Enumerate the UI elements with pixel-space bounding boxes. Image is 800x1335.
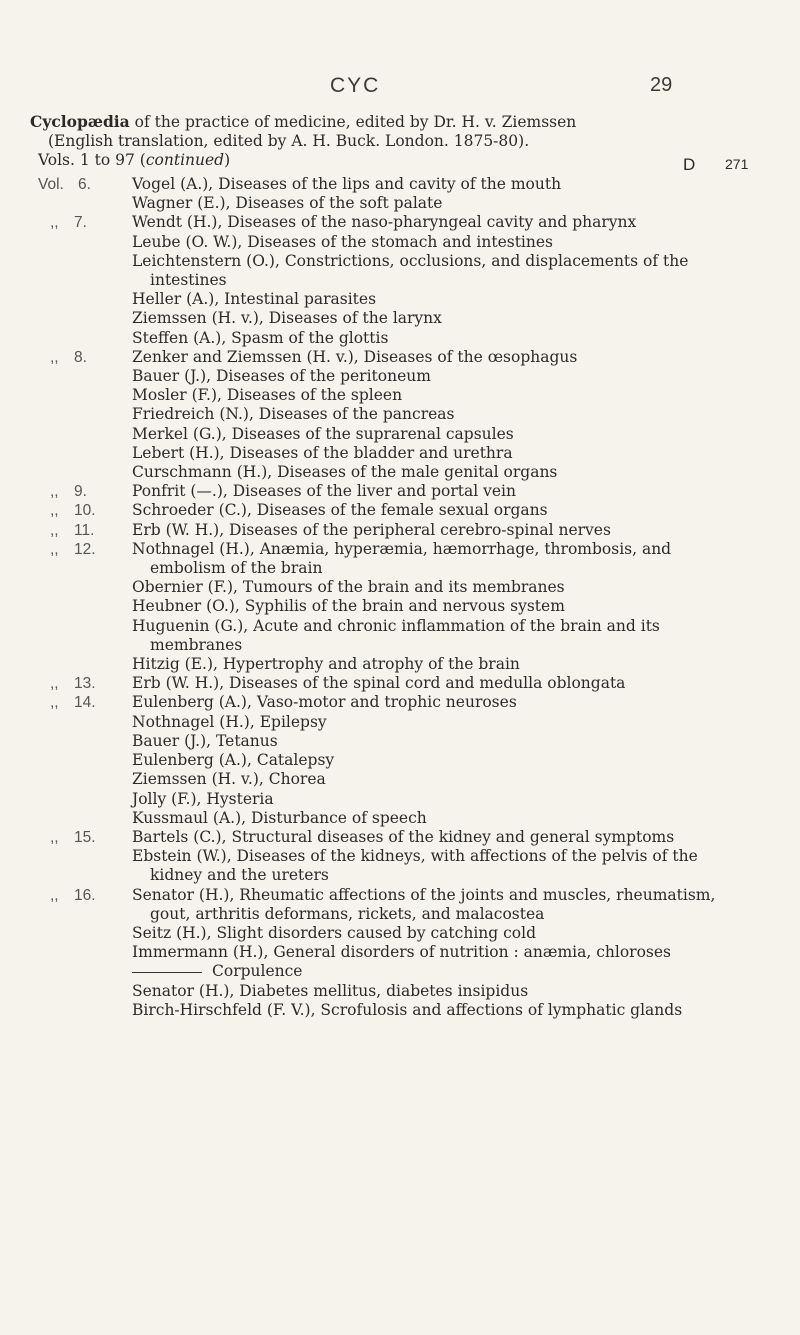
volume-title-text: Ziemssen (H. v.), Chorea [132,770,326,789]
volume-title-text: Schroeder (C.), Diseases of the female sexual organs [132,501,548,520]
volume-number: 14. [74,694,96,712]
volume-title-text: Ziemssen (H. v.), Diseases of the larynx [132,309,442,328]
entry-heading: Cyclopædia [30,112,130,131]
volume-title-text: Vogel (A.), Diseases of the lips and cavity of the mouth [132,175,562,193]
volume-entry [38,348,738,367]
volume-title [132,809,738,828]
volume-title-text: Kussmaul (A.), Disturbance of speech [132,808,427,827]
volume-title-text: Friedreich (N.), Diseases of the pancreas [132,405,455,424]
ditto-mark: ,, [50,521,59,539]
volume-title-text: Huguenin (G.), Acute and chronic inflammation of the brain and its membranes [132,616,660,654]
volume-entry [38,962,738,981]
volume-entry [38,578,738,597]
volume-entry [38,405,738,424]
volume-entry [38,674,738,693]
ditto-mark: Vol. [38,176,64,193]
volume-entry [38,329,738,348]
volume-title-text: Mosler (F.), Diseases of the spleen [132,386,403,405]
volume-title [132,194,738,213]
entry-volumes-range [30,151,770,170]
volume-list [38,175,738,1020]
ditto-rule [132,972,202,973]
volume-title [132,886,738,924]
volume-entry [38,367,738,386]
ditto-mark: ,, [50,540,59,558]
catalogue-entry [30,112,770,171]
volume-entry [38,233,738,252]
volume-title [132,329,738,348]
volume-title [132,617,738,655]
volume-entry [38,386,738,405]
volume-title-text: Senator (H.), Diabetes mellitus, diabetes insipidus [132,981,529,1000]
volume-entry [38,309,738,328]
volume-entry [38,175,738,194]
volume-title-text: Bauer (J.), Tetanus [132,731,278,750]
volume-entry [38,886,738,924]
ditto-mark: ,, [50,828,59,846]
volumes-range-text: Vols. 1 to 97 ( [38,151,146,170]
volume-title-text: Eulenberg (A.), Vaso-motor and trophic neuroses [132,693,517,712]
volume-title [132,540,738,578]
volume-title [132,252,738,290]
volume-entry [38,713,738,732]
volume-entry [38,213,738,232]
volume-title-text: Corpulence [212,962,303,981]
volume-number: 12. [74,540,96,558]
volume-title-text: Nothnagel (H.), Epilepsy [132,712,327,731]
volume-title [132,175,738,194]
volume-title [132,521,738,540]
volume-title-text: Curschmann (H.), Diseases of the male genital organs [132,463,558,482]
volume-title [132,463,738,482]
page-header [0,74,800,104]
entry-title-line [30,112,770,132]
volume-title-text: Immermann (H.), General disorders of nutrition : anæmia, chloroses [132,943,671,962]
volume-title [132,655,738,674]
volume-entry [38,482,738,501]
shelf-mark: D [683,155,696,174]
volume-title-text: Obernier (F.), Tumours of the brain and its membranes [132,578,565,597]
volume-title [132,309,738,328]
volume-title-text: Lebert (H.), Diseases of the bladder and urethra [132,443,513,462]
volume-title-text: Eulenberg (A.), Catalepsy [132,751,335,770]
volume-title-text: Merkel (G.), Diseases of the suprarenal capsules [132,424,514,443]
volume-entry [38,847,738,885]
volume-entry [38,444,738,463]
volume-title [132,751,738,770]
volume-title-text: Steffen (A.), Spasm of the glottis [132,328,389,347]
volume-title-text: Leichtenstern (O.), Constrictions, occlusions, and displacements of the intestines [132,251,689,290]
volume-title [132,233,738,252]
volumes-range-close: ) [224,151,231,170]
volume-title [132,982,738,1001]
volume-title-text: Bauer (J.), Diseases of the peritoneum [132,367,431,386]
entry-imprint: (English translation, edited by A. H. Buck. London. 1875-80). [48,132,530,151]
volume-entry [38,732,738,751]
volume-entry [38,463,738,482]
volume-entry [38,943,738,962]
volume-title-text: Jolly (F.), Hysteria [132,789,274,808]
volume-number: 7. [74,214,87,232]
volume-entry [38,597,738,616]
continued-note: continued [145,151,225,170]
volume-title-text: Erb (W. H.), Diseases of the peripheral cerebro-spinal nerves [132,520,611,539]
volume-title-text: Hitzig (E.), Hypertrophy and atrophy of the brain [132,655,520,674]
volume-title-text: Zenker and Ziemssen (H. v.), Diseases of the œsophagus [132,347,578,366]
volume-title-text: Bartels (C.), Structural diseases of the kidney and general symptoms [132,827,675,846]
volume-entry [38,540,738,578]
volume-title-text: Wagner (E.), Diseases of the soft palate [132,194,443,213]
volume-title [132,847,738,885]
volume-number: 11. [74,521,95,539]
ditto-mark: ,, [50,483,59,501]
volume-entry [38,655,738,674]
volume-title [132,444,738,463]
volume-entry [38,617,738,655]
volume-entry [38,924,738,943]
volume-title [132,790,738,809]
volume-title-text: Seitz (H.), Slight disorders caused by catching cold [132,923,536,942]
volume-title [132,501,738,520]
volume-title [132,482,738,501]
volume-number: 9. [74,483,87,501]
ditto-mark: ,, [50,675,59,693]
volume-title [132,674,738,693]
volume-title [132,348,738,367]
running-head: CYC [330,74,381,97]
volume-title [132,386,738,405]
volume-title-text: Wendt (H.), Diseases of the naso-pharyngeal cavity and pharynx [132,213,637,232]
page-number: 29 [650,74,673,96]
volume-title [132,290,738,309]
volume-title [132,713,738,732]
volume-title [132,770,738,789]
volume-title [132,405,738,424]
volume-title-text: Senator (H.), Rheumatic affections of the joints and muscles, rheumatism, gout, arthritis deformans, rickets, and malacostea [132,885,716,923]
ditto-mark: ,, [50,502,59,520]
volume-title-text: Ponfrit (—.), Diseases of the liver and portal vein [132,482,516,501]
volume-title [132,693,738,712]
volume-title-text: Heller (A.), Intestinal parasites [132,290,377,309]
volume-entry [38,501,738,520]
volume-title [132,943,738,962]
ditto-mark: ,, [50,214,59,232]
volume-entry [38,982,738,1001]
volume-number: 15. [74,828,96,846]
volume-title-text: Leube (O. W.), Diseases of the stomach and intestines [132,232,553,251]
volume-entry [38,751,738,770]
volume-number: 6. [78,176,91,193]
entry-title: of the practice of medicine, edited by Dr. H. v. Ziemssen [129,113,577,131]
volume-entry [38,290,738,309]
volume-number: 8. [74,348,87,366]
volume-number: 16. [74,886,96,904]
volume-title [132,924,738,943]
volume-title [132,213,738,232]
volume-entry [38,194,738,213]
volume-title [132,962,738,981]
volume-title-text: Ebstein (W.), Diseases of the kidneys, with affections of the pelvis of the kidney and the ureters [132,847,698,885]
volume-title-text: Birch-Hirschfeld (F. V.), Scrofulosis and affections of lymphatic glands [132,1000,683,1019]
volume-title [132,1001,738,1020]
volume-title [132,425,738,444]
ditto-mark: ,, [50,694,59,712]
volume-entry [38,425,738,444]
ditto-mark: ,, [50,348,59,366]
volume-entry [38,693,738,712]
volume-entry [38,770,738,789]
volume-title [132,367,738,386]
volume-entry [38,1001,738,1020]
volume-entry [38,828,738,847]
volume-title-text: Erb (W. H.), Diseases of the spinal cord and medulla oblongata [132,674,626,693]
volume-title-text: Heubner (O.), Syphilis of the brain and nervous system [132,597,565,616]
volume-title [132,578,738,597]
volume-title [132,732,738,751]
volume-title [132,597,738,616]
ditto-mark: ,, [50,886,59,904]
volume-entry [38,790,738,809]
volume-number: 10. [74,502,96,520]
volume-entry [38,809,738,828]
volume-title-text: Nothnagel (H.), Anæmia, hyperæmia, hæmorrhage, thrombosis, and embolism of the brain [132,539,672,578]
volume-entry [38,521,738,540]
volume-title [132,828,738,847]
volume-number: 13. [74,675,96,693]
volume-entry [38,252,738,290]
shelf-number: 271 [725,156,749,172]
